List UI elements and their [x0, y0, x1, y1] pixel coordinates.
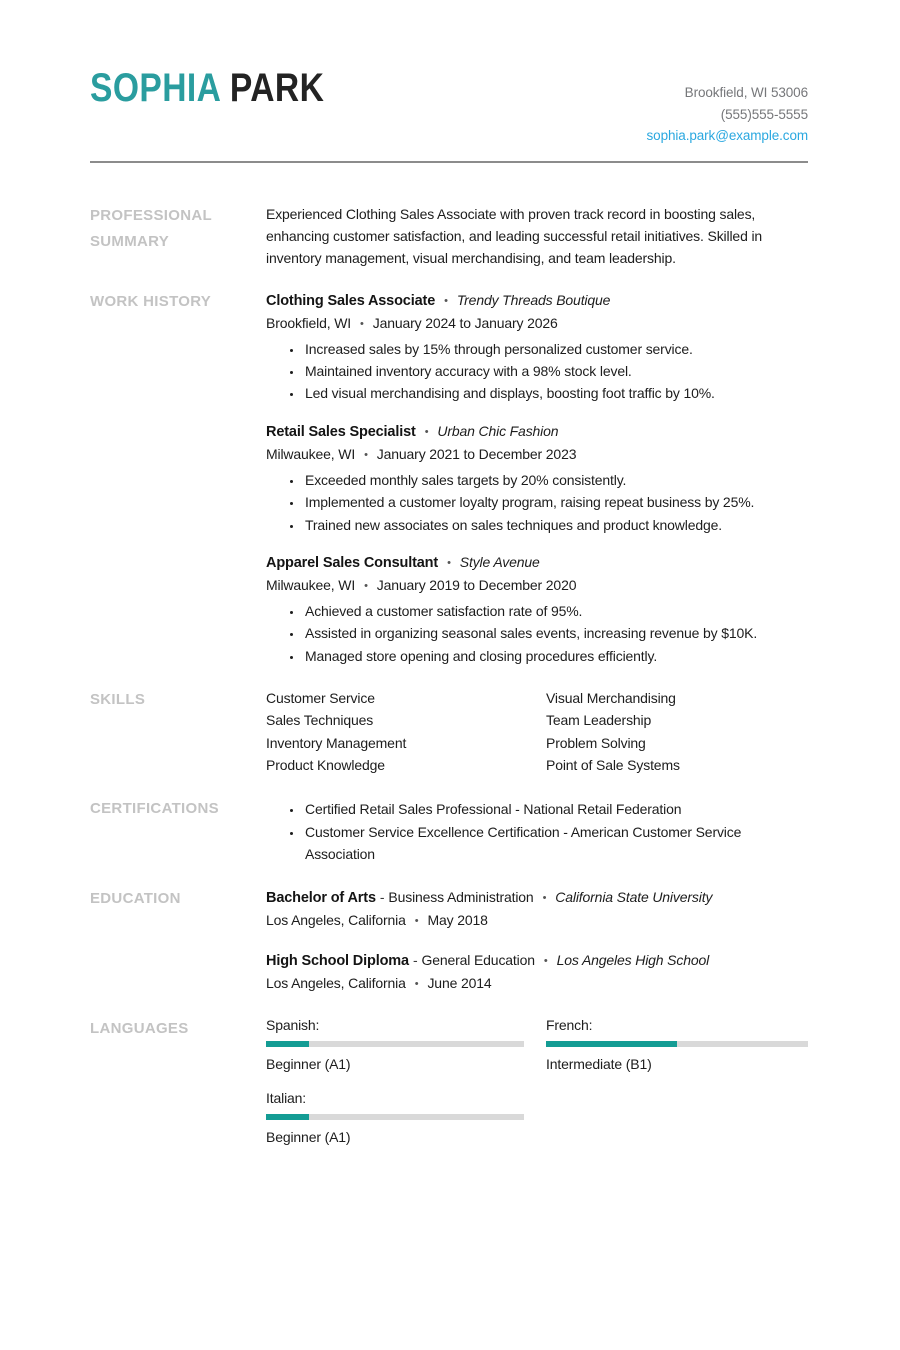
job-dates: January 2024 to January 2026	[372, 314, 558, 331]
section-work-history	[90, 289, 808, 668]
languages-section-label: LANGUAGES	[90, 1019, 189, 1037]
language-progress-track	[266, 1041, 524, 1047]
dot-separator: •	[360, 317, 364, 330]
education-degree: High School Diploma	[266, 952, 409, 969]
job-company: Style Avenue	[459, 553, 540, 570]
dot-separator: •	[364, 579, 368, 592]
language-progress-track	[266, 1114, 524, 1120]
job-company: Trendy Threads Boutique	[456, 291, 611, 308]
language-level: Intermediate (B1)	[546, 1055, 652, 1072]
skill-item: Point of Sale Systems	[546, 757, 680, 774]
certifications-section-label: CERTIFICATIONS	[90, 800, 219, 818]
job-location: Milwaukee, WI	[266, 445, 356, 462]
header-divider	[90, 161, 808, 163]
job-title: Apparel Sales Consultant	[266, 554, 439, 571]
job-entry	[266, 551, 808, 667]
language-item	[266, 1089, 524, 1146]
language-progress-fill	[266, 1041, 309, 1047]
job-company: Urban Chic Fashion	[437, 422, 559, 439]
language-progress-fill	[266, 1114, 309, 1120]
language-progress-track	[546, 1041, 808, 1047]
section-education	[90, 886, 808, 996]
contact-location: Brookfield, WI 53006	[684, 85, 808, 100]
section-languages	[90, 1016, 808, 1146]
job-bullet: • Exceeded monthly sales targets by 20% consistently.	[303, 469, 808, 491]
education-date: May 2018	[427, 911, 488, 928]
education-school: Los Angeles High School	[556, 951, 710, 968]
education-degree: Bachelor of Arts	[266, 889, 376, 906]
skills-section-label: SKILLS	[90, 691, 146, 709]
candidate-name	[90, 66, 324, 110]
skill-item: Problem Solving	[546, 734, 646, 751]
job-dates: January 2019 to December 2020	[376, 576, 577, 593]
job-bullet: • Assisted in organizing seasonal sales events, increasing revenue by $10K.	[303, 622, 808, 644]
skill-item: Product Knowledge	[266, 757, 385, 774]
section-professional-summary	[90, 203, 808, 269]
job-entry	[266, 289, 808, 405]
job-title: Retail Sales Specialist	[266, 423, 416, 440]
job-bullet-list	[266, 338, 808, 405]
job-bullet: • Trained new associates on sales techniques and product knowledge.	[303, 514, 808, 536]
language-name: Italian:	[266, 1089, 307, 1106]
education-entry	[266, 949, 808, 996]
contact-phone: (555)555-5555	[720, 106, 808, 122]
education-section-label: EDUCATION	[90, 889, 181, 907]
dot-separator: •	[364, 448, 368, 461]
dot-separator: •	[543, 954, 548, 967]
summary-section-label: PROFESSIONAL SUMMARY	[90, 206, 212, 250]
job-bullet-list	[266, 469, 808, 536]
education-entry	[266, 886, 808, 933]
section-skills	[90, 687, 808, 776]
job-bullet: • Managed store opening and closing procedures efficiently.	[303, 645, 808, 667]
job-bullet: • Achieved a customer satisfaction rate of 95%.	[303, 600, 808, 622]
language-level: Beginner (A1)	[266, 1128, 351, 1145]
language-item	[546, 1016, 808, 1073]
skill-item: Inventory Management	[266, 734, 407, 751]
contact-block	[647, 82, 808, 147]
job-title: Clothing Sales Associate	[266, 292, 436, 309]
summary-text: Experienced Clothing Sales Associate with proven track record in boosting sales, enhancing customer satisfaction, and leading successful retail initiatives. Skilled in inventory management, visual merchandising, and team leadership.	[266, 205, 763, 266]
language-level: Beginner (A1)	[266, 1055, 351, 1072]
language-name: Spanish:	[266, 1016, 320, 1033]
language-item	[266, 1016, 524, 1073]
job-bullet-list	[266, 600, 808, 667]
job-location: Milwaukee, WI	[266, 576, 356, 593]
certification-item: • Customer Service Excellence Certification - American Customer Service Association	[303, 821, 808, 866]
section-certifications	[90, 796, 808, 865]
language-name: French:	[546, 1016, 593, 1033]
dot-separator: •	[414, 977, 419, 990]
dash-separator: -	[379, 888, 385, 905]
dot-separator: •	[424, 425, 429, 438]
dot-separator: •	[444, 294, 448, 307]
last-name: PARK	[229, 66, 325, 110]
job-bullet: • Implemented a customer loyalty program, raising repeat business by 25%.	[303, 491, 808, 513]
languages-grid	[266, 1016, 808, 1146]
job-location: Brookfield, WI	[266, 314, 352, 331]
education-location: Los Angeles, California	[266, 911, 406, 928]
skills-grid	[266, 687, 808, 776]
certification-item: • Certified Retail Sales Professional - National Retail Federation	[303, 798, 808, 820]
skill-item: Visual Merchandising	[546, 690, 676, 707]
contact-email-link[interactable]: sophia.park@example.com	[646, 128, 808, 143]
dot-separator: •	[542, 891, 547, 904]
resume-header	[90, 66, 808, 147]
education-location: Los Angeles, California	[266, 974, 406, 991]
first-name: SOPHIA	[90, 66, 221, 110]
job-bullet: • Maintained inventory accuracy with a 98% stock level.	[303, 360, 808, 382]
education-date: June 2014	[427, 974, 492, 991]
language-progress-fill	[546, 1041, 677, 1047]
skill-item: Team Leadership	[546, 712, 652, 729]
skill-item: Customer Service	[266, 690, 375, 707]
dot-separator: •	[414, 914, 419, 927]
dash-separator: -	[412, 951, 418, 968]
skill-item: Sales Techniques	[266, 712, 374, 729]
job-bullet: • Led visual merchandising and displays, boosting foot traffic by 10%.	[303, 382, 808, 404]
job-dates: January 2021 to December 2023	[376, 445, 577, 462]
education-field: General Education	[421, 951, 535, 968]
resume-body	[90, 203, 808, 1146]
certification-list	[266, 798, 808, 865]
dot-separator: •	[447, 556, 451, 569]
education-school: California State University	[555, 888, 713, 905]
job-bullet: • Increased sales by 15% through personalized customer service.	[303, 338, 808, 360]
work-section-label: WORK HISTORY	[90, 292, 212, 310]
education-field: Business Administration	[388, 888, 534, 905]
job-entry	[266, 420, 808, 536]
